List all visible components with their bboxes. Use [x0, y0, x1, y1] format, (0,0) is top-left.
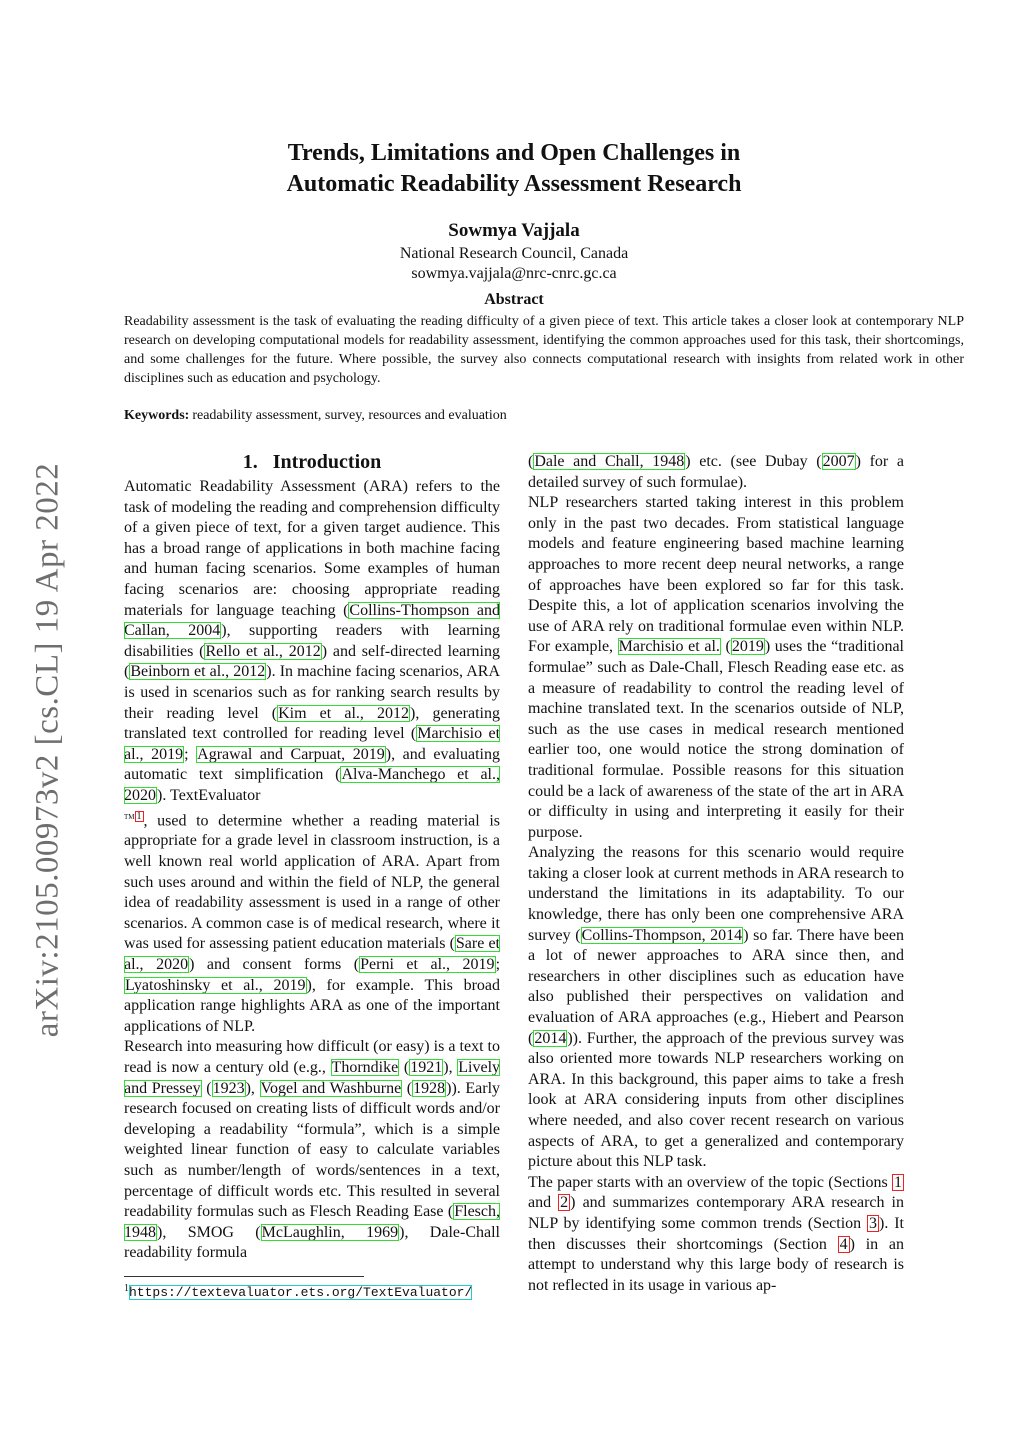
citation-link[interactable]: McLaughlin, 1969: [261, 1223, 399, 1241]
citation-link[interactable]: Alva-Manchego et al., 2020: [124, 766, 501, 804]
author-affiliation: National Research Council, Canada: [399, 245, 629, 262]
citation-link[interactable]: 2019: [731, 638, 764, 656]
author-affiliation-block: [200, 244, 828, 284]
citation-link[interactable]: Beinborn et al., 2012: [130, 663, 266, 681]
section-ref-link[interactable]: 2: [560, 1194, 569, 1212]
citation-link[interactable]: Marchisio et al., 2019: [124, 725, 501, 763]
footnote-ref-link[interactable]: 1: [136, 810, 142, 822]
keywords-text: readability assessment, survey, resources and evaluation: [192, 408, 507, 423]
citation-link[interactable]: Flesch, 1948: [124, 1203, 500, 1241]
intro-paragraph-2: Research into measuring how difficult (or easy) is a text to read is now a century old (e.g., Thorndike (1921), Lively and Pressey (1923), Vogel and Washburne (1928)). Early research focused on creating lists of difficult words and/or developing a readability “formula”, which is a simple weighted linear function of easy to calculate variables such as number/length of words/sentences in a text, percentage of difficult words etc. This resulted in several readability formulas such as Flesch Reading Ease (Flesch, 1948), SMOG (McLaughlin, 1969), Dale-Chall readability formula: [124, 1038, 501, 1262]
citation-link[interactable]: 2007: [822, 453, 855, 470]
paper-title: [200, 138, 828, 200]
footnote-url-link[interactable]: https://textevaluator.ets.org/TextEvaluator/: [129, 1285, 473, 1301]
section-heading: [124, 450, 500, 474]
arxiv-identifier: arXiv:2105.00973v2 [cs.CL] 19 Apr 2022: [29, 462, 66, 1038]
abstract-text: Readability assessment is the task of evaluating the reading difficulty of a given piece of text. This article takes a closer look at contemporary NLP research on developing computational models for readability assessment, identifying the common approaches used for this task, their shortcomings, and some challenges for the future. Where possible, the survey also connects computational research with insights from related work in other disciplines such as education and psychology.: [124, 314, 964, 386]
title-line-2: Automatic Readability Assessment Research: [286, 171, 742, 197]
intro-paragraph-5: Analyzing the reasons for this scenario would require taking a closer look at current methods in ARA research to understand the limitations in its adaptability. To our knowledge, there has only been one comprehensive ARA survey (Collins-Thompson, 2014) so far. There have been a lot of newer approaches to ARA since then, and researchers in other disciplines such as education have also published their perspectives on validation and evaluation of ARA approaches (e.g., Hiebert and Pearson (2014)). Further, the approach of the previous survey was also oriented more towards NLP researchers working on ARA. In this background, this paper aims to take a fresh look at ARA considering inputs from other disciplines where needed, and also cover recent research on various aspects of ARA, to get a generalized and contemporary picture about this NLP task.: [528, 844, 904, 1171]
citation-link[interactable]: Collins-Thompson, 2014: [581, 926, 743, 944]
section-ref-link[interactable]: 3: [869, 1214, 878, 1232]
citation-link[interactable]: Lyatoshinsky et al., 2019: [125, 976, 306, 994]
intro-paragraph-1: Automatic Readability Assessment (ARA) refers to the task of modeling the reading and comprehension difficulty of a given piece of text, for a given target audience. This has a broad range of applications in both machine facing and human facing scenarios. Some examples of human facing scenarios are: choosing appropriate reading materials for language teaching (Collins-Thompson and Callan, 2004), supporting readers with learning disabilities (Rello et al., 2012) and self-directed learning (Beinborn et al., 2012). In machine facing scenarios, ARA is used in scenarios such as for ranking search results by their reading level (Kim et al., 2012), generating translated text controlled for reading level (Marchisio et al., 2019; Agrawal and Carpuat, 2019), and evaluating automatic text simplification (Alva-Manchego et al., 2020). TextEvaluator ™ $^1$ , used to determine whether a reading material is appropriate for a grade level in classroom instruction, is a well known real world application of ARA. Apart from such uses around and within the field of NLP, the general idea of readability assessment is used in a range of other scenarios. A common case is of medical research, where it was used for assessing patient education materials (Sare et al., 2020) and consent forms (Perni et al., 2019; Lyatoshinsky et al., 2019), for example. This broad application range highlights ARA as one of the important applications of NLP.: [124, 478, 501, 1035]
citation-link[interactable]: Rello et al., 2012: [205, 642, 321, 660]
footnote-mark: 1: [124, 1283, 129, 1294]
citation-link[interactable]: Thorndike: [331, 1058, 399, 1076]
citation-link[interactable]: Collins-Thompson and Callan, 2004: [124, 601, 500, 640]
title-line-1: Trends, Limitations and Open Challenges in: [287, 140, 741, 166]
footnote: [124, 1279, 504, 1302]
author-name: Sowmya Vajjala: [448, 220, 580, 241]
section-title: Introduction: [272, 451, 382, 473]
citation-link[interactable]: Perni et al., 2019: [360, 955, 495, 973]
author-email: sowmya.vajjala@nrc-cnrc.gc.ca: [411, 265, 617, 282]
citation-link[interactable]: Lively and Pressey: [124, 1058, 501, 1097]
left-column: [124, 450, 500, 1264]
citation-link[interactable]: 1921: [410, 1058, 443, 1076]
intro-paragraph-4: NLP researchers started taking interest in this problem only in the past two decades. From statistical language models and feature engineering based machine learning approaches to more recent deep neural networks, a range of approaches have been explored so far for this task. Despite this, a lot of application scenarios involving the use of ARA rely on traditional formulae even within NLP. For example, Marchisio et al. (2019) uses the “traditional formulae” such as Dale-Chall, Flesch Reading ease etc. as a measure of readability to control the reading level of machine translated text. In the scenarios outside of NLP, such as the use cases in medical research mentioned earlier too, one would notice the strong domination of traditional formulae. Possible reasons for this situation could be a lack of awareness of the state of the art in ARA or difficulty in using and interpreting it easily for their purpose.: [528, 494, 905, 841]
right-column: [528, 452, 904, 1296]
abstract-heading: Abstract: [484, 291, 544, 308]
citation-link[interactable]: Marchisio et al.: [618, 638, 720, 656]
citation-link[interactable]: Kim et al., 2012: [278, 704, 410, 722]
citation-link[interactable]: Dale and Chall, 1948: [534, 453, 685, 470]
citation-link[interactable]: Sare et al., 2020: [124, 935, 500, 973]
section-number: 1.: [242, 451, 258, 473]
footnote-divider: [124, 1276, 364, 1277]
citation-link[interactable]: Agrawal and Carpuat, 2019: [197, 745, 385, 763]
section-ref-link[interactable]: 1: [894, 1173, 902, 1191]
section-ref-link[interactable]: 4: [839, 1235, 848, 1253]
keywords: [124, 406, 964, 425]
intro-paragraph-3: (Dale and Chall, 1948) etc. (see Dubay (2007) for a detailed survey of such formulae).: [528, 453, 905, 491]
citation-link[interactable]: 2014: [534, 1029, 567, 1047]
citation-link[interactable]: 1928: [413, 1079, 446, 1097]
intro-paragraph-6: The paper starts with an overview of the topic (Sections 1 and 2 ) and summarizes contemporary ARA research in NLP by identifying some common trends (Section 3 ). It then discusses their shortcomings (Section 4 ) in an attempt to understand why this large body of research is not reflected in its usage in various ap-: [528, 1173, 905, 1294]
keywords-label: Keywords:: [124, 408, 190, 423]
trademark-mark: TM: [124, 812, 135, 821]
citation-link[interactable]: Vogel and Washburne: [260, 1079, 402, 1097]
citation-link[interactable]: 1923: [212, 1079, 245, 1097]
